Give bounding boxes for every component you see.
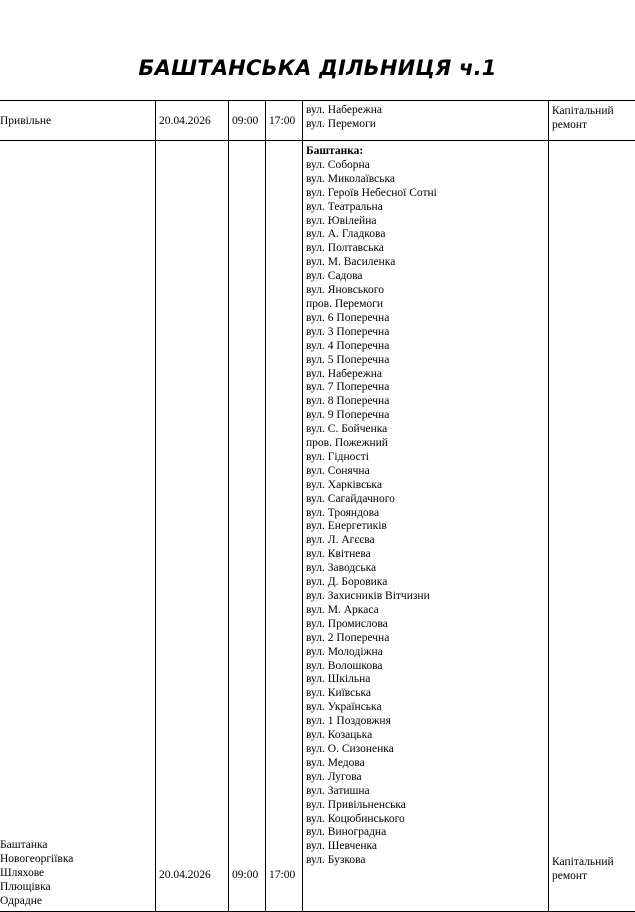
street-name: вул. Молодіжна xyxy=(306,646,545,660)
locality-cell xyxy=(0,101,156,141)
street-list xyxy=(306,159,545,868)
street-name: вул. М. Василенка xyxy=(306,256,545,270)
street-name: вул. Волошкова xyxy=(306,660,545,674)
street-name: вул. Заводська xyxy=(306,562,545,576)
street-name: вул. 4 Поперечна xyxy=(306,340,545,354)
street-name: вул. Ювілейна xyxy=(306,215,545,229)
street-name: вул. Шкільна xyxy=(306,673,545,687)
locality-name: Баштанка xyxy=(0,838,152,852)
street-name: вул. 6 Поперечна xyxy=(306,312,545,326)
street-name: вул. Лугова xyxy=(306,771,545,785)
street-name: вул. Виноградна xyxy=(306,826,545,840)
street-name: вул. 3 Поперечна xyxy=(306,326,545,340)
page-title: БАШТАНСЬКА ДІЛЬНИЦЯ ч.1 xyxy=(0,56,635,80)
streets-header: Баштанка: xyxy=(306,145,545,159)
locality-name: Плющівка xyxy=(0,880,152,894)
street-name: вул. Київська xyxy=(306,687,545,701)
street-name: вул. Набережна xyxy=(306,104,545,118)
streets-cell xyxy=(303,101,549,141)
street-name: вул. М. Аркаса xyxy=(306,604,545,618)
street-name: вул. Затишна xyxy=(306,785,545,799)
street-name: вул. Квітнева xyxy=(306,548,545,562)
street-name: вул. Яновського xyxy=(306,284,545,298)
reason-text: Капітальний xyxy=(552,104,635,118)
street-name: вул. Д. Боровика xyxy=(306,576,545,590)
street-name: вул. 2 Поперечна xyxy=(306,632,545,646)
date-cell: 20.04.2026 xyxy=(156,101,229,141)
street-name: вул. 1 Поздовжня xyxy=(306,715,545,729)
street-name: вул. 7 Поперечна xyxy=(306,381,545,395)
street-name: вул. Українська xyxy=(306,701,545,715)
street-name: вул. Гідності xyxy=(306,451,545,465)
street-name: пров. Пожежний xyxy=(306,437,545,451)
street-name: вул. Захисників Вітчизни xyxy=(306,590,545,604)
locality-name: Новогеоргіївка xyxy=(0,852,152,866)
locality-name: Шляхове xyxy=(0,866,152,880)
street-name: вул. Бузкова xyxy=(306,854,545,868)
street-name: вул. Козацька xyxy=(306,729,545,743)
locality-name: Привільне xyxy=(0,114,152,128)
street-name: вул. Героїв Небесної Сотні xyxy=(306,187,545,201)
street-name: вул. Перемоги xyxy=(306,118,545,132)
reason-cell xyxy=(549,141,635,912)
street-name: вул. Коцюбинського xyxy=(306,813,545,827)
street-name: вул. Л. Агєєва xyxy=(306,534,545,548)
time-to-cell: 17:00 xyxy=(266,101,303,141)
street-name: вул. О. Сизоненка xyxy=(306,743,545,757)
reason-cell xyxy=(549,101,635,141)
street-name: вул. Садова xyxy=(306,270,545,284)
locality-name: Одрадне xyxy=(0,894,152,908)
reason-text: ремонт xyxy=(552,118,635,132)
street-name: вул. Набережна xyxy=(306,368,545,382)
table-row xyxy=(0,141,635,912)
street-name: вул. Медова xyxy=(306,757,545,771)
street-name: вул. Привільненська xyxy=(306,799,545,813)
street-name: вул. Полтавська xyxy=(306,242,545,256)
street-name: вул. Миколаївська xyxy=(306,173,545,187)
street-name: вул. Харківська xyxy=(306,479,545,493)
outage-schedule-table xyxy=(0,100,635,912)
street-name: вул. Промислова xyxy=(306,618,545,632)
street-name: вул. 8 Поперечна xyxy=(306,395,545,409)
street-name: вул. Шевченка xyxy=(306,840,545,854)
date-cell: 20.04.2026 xyxy=(156,141,229,912)
street-name: вул. С. Бойченка xyxy=(306,423,545,437)
street-name: вул. Сонячна xyxy=(306,465,545,479)
street-name: вул. Енергетиків xyxy=(306,520,545,534)
locality-cell xyxy=(0,141,156,912)
streets-cell xyxy=(303,141,549,912)
time-from-cell: 09:00 xyxy=(229,141,266,912)
street-name: вул. 9 Поперечна xyxy=(306,409,545,423)
street-name: пров. Перемоги xyxy=(306,298,545,312)
street-name: вул. А. Гладкова xyxy=(306,228,545,242)
time-from-cell: 09:00 xyxy=(229,101,266,141)
table-row xyxy=(0,101,635,141)
reason-text: Капітальний xyxy=(552,855,635,869)
street-name: вул. Театральна xyxy=(306,201,545,215)
street-name: вул. 5 Поперечна xyxy=(306,354,545,368)
street-name: вул. Трояндова xyxy=(306,507,545,521)
reason-text: ремонт xyxy=(552,869,635,883)
time-to-cell: 17:00 xyxy=(266,141,303,912)
street-name: вул. Соборна xyxy=(306,159,545,173)
street-name: вул. Сагайдачного xyxy=(306,493,545,507)
